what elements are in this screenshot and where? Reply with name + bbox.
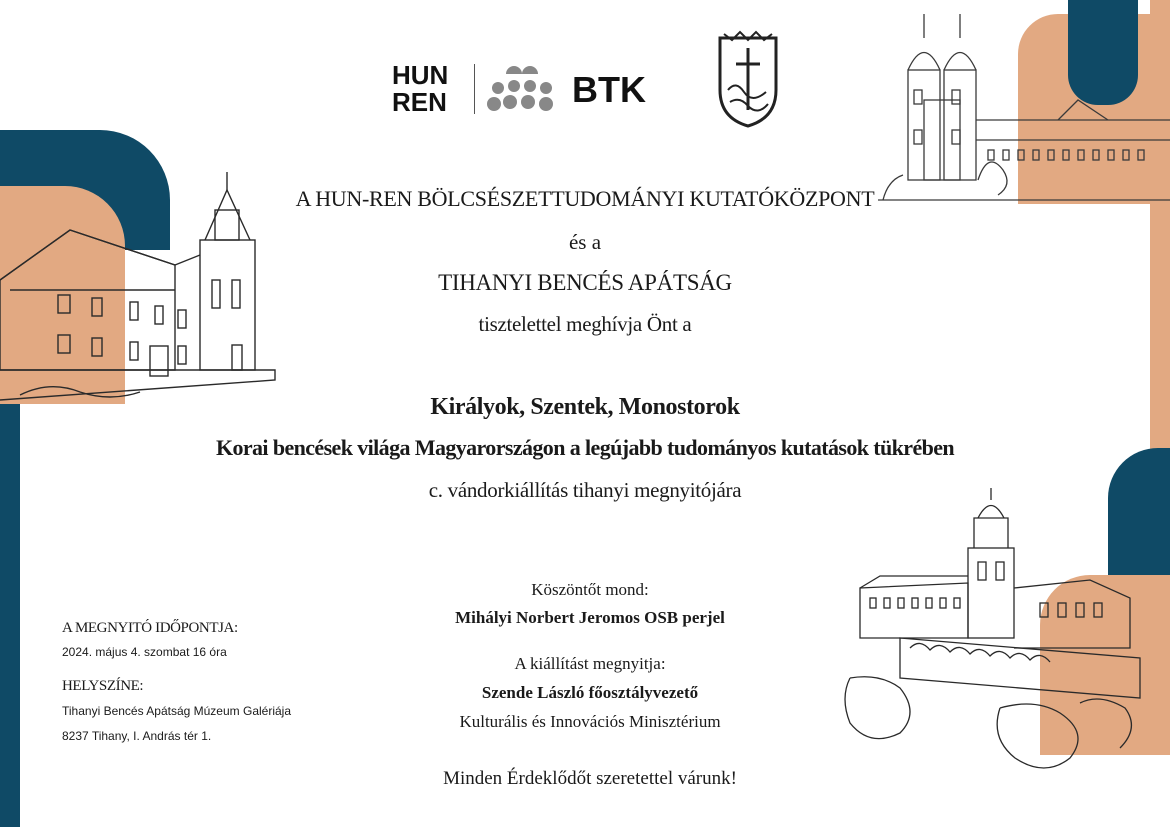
exhibition-subtitle: c. vándorkiállítás tihanyi megnyitójára [428,478,742,502]
date-value: 2024. május 4. szombat 16 óra [62,645,227,659]
and-text: és a [568,230,602,254]
institution-2: TIHANYI BENCÉS APÁTSÁG [438,270,732,295]
venue-value-1: Tihanyi Bencés Apátság Múzeum Galériája [62,704,292,718]
left-white-cut [20,404,170,827]
greeting-label: Köszöntőt mond: [531,580,649,599]
welcome-text: Minden Érdeklődőt szeretettel várunk! [443,768,737,789]
hun-ren-logo [392,62,652,118]
venue-value-2: 8237 Tihany, I. András tér 1. [62,729,212,743]
logo-ren: REN [392,87,447,117]
opening-label: A kiállítást megnyitja: [514,654,666,673]
opening-org: Kulturális és Innovációs Minisztérium [459,712,721,731]
abbey-drawing-topright-icon [878,10,1170,205]
abbey-drawing-bottomright-icon [840,488,1170,788]
invite-line: tisztelettel meghívja Önt a [478,312,692,336]
greeting-name: Mihályi Norbert Jeromos OSB perjel [455,608,725,627]
venue-label: HELYSZÍNE: [62,678,144,694]
logo-btk: BTK [572,69,646,110]
abbey-coat-of-arms-icon [714,30,782,130]
opening-name: Szende László főosztályvezető [481,683,699,702]
institution-1: A HUN-REN BÖLCSÉSZETTUDOMÁNYI KUTATÓKÖZPONT [295,186,875,211]
hun-ren-logo-icon [484,66,564,116]
logo-hun: HUN [392,60,449,90]
date-label: A MEGNYITÓ IDŐPONTJA: [62,620,238,636]
exhibition-title-1: Királyok, Szentek, Monostorok [430,394,740,420]
exhibition-title-2: Korai bencések világa Magyarországon a legújabb tudományos kutatások tükrében [215,435,955,460]
logo-divider [474,64,475,114]
